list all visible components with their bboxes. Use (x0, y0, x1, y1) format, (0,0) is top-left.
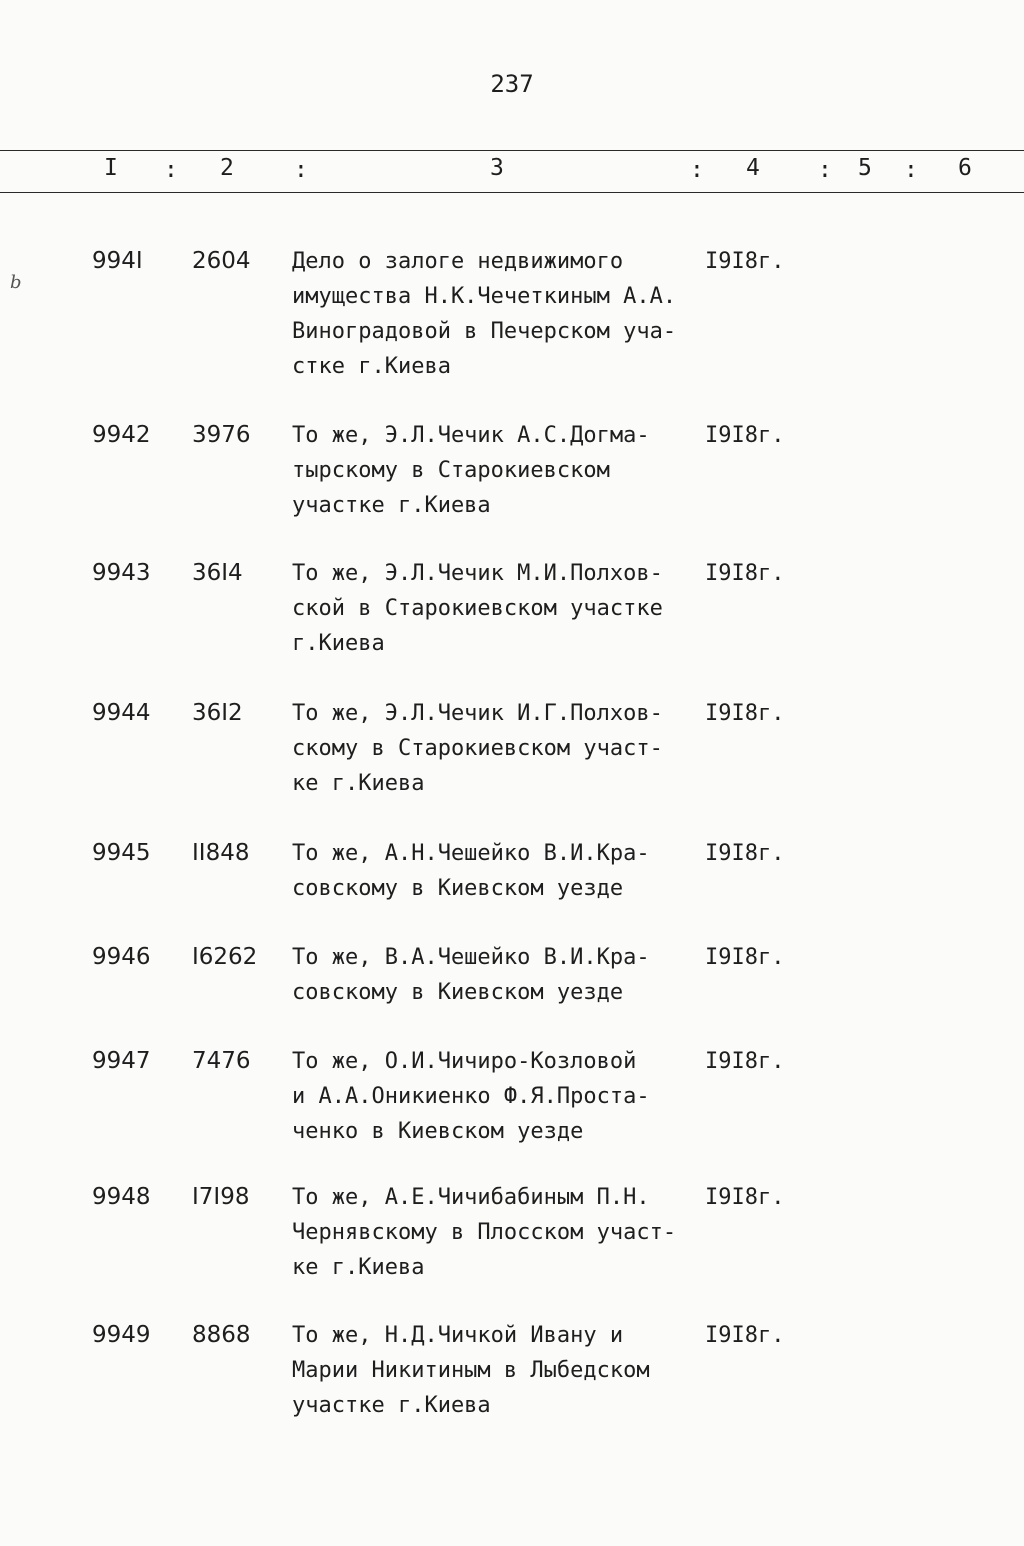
column-separator: : (690, 157, 704, 183)
entry-description-line: Чернявскому в Плосском участ- (292, 1220, 677, 1245)
entry-description-line: совскому в Киевском уезде (292, 980, 624, 1005)
entry-description-line: ской в Старокиевском участке (292, 596, 663, 621)
entry-description-line: участке г.Киева (292, 1393, 491, 1418)
entry-number: 994I (92, 248, 143, 274)
column-header-3: 3 (490, 155, 504, 181)
entry-number: 9943 (92, 560, 151, 586)
entry-code: 36I2 (192, 700, 243, 726)
entry-year: I9I8г. (705, 945, 785, 970)
entry-code: II848 (192, 840, 250, 866)
entry-code: 7476 (192, 1048, 251, 1074)
entry-code: 2604 (192, 248, 251, 274)
entry-code: 8868 (192, 1322, 251, 1348)
entry-year: I9I8г. (705, 423, 785, 448)
entry-description-line: стке г.Киева (292, 354, 451, 379)
column-header-6: 6 (958, 155, 972, 181)
entry-description (292, 244, 676, 384)
entry-description-line: г.Киева (292, 631, 385, 656)
entry-number: 9946 (92, 944, 151, 970)
column-header-4: 4 (746, 155, 760, 181)
entry-description-line: ке г.Киева (292, 771, 425, 796)
entry-description (292, 1318, 650, 1423)
entry-number: 9949 (92, 1322, 151, 1348)
entry-description (292, 1180, 676, 1285)
header-bottom-rule (0, 192, 1024, 193)
entry-year: I9I8г. (705, 841, 785, 866)
entry-description-line: Дело о залоге недвижимого (292, 249, 624, 274)
entry-description-line: То же, О.И.Чичиро-Козловой (292, 1049, 637, 1074)
column-header-2: 2 (220, 155, 234, 181)
entry-number: 9948 (92, 1184, 151, 1210)
margin-handwritten-mark: b (10, 272, 22, 293)
entry-description-line: имущества Н.К.Чечеткиным А.А. (292, 284, 677, 309)
entry-description-line: Марии Никитиным в Лыбедском (292, 1358, 650, 1383)
entry-description-line: То же, А.Е.Чичибабиным П.Н. (292, 1185, 650, 1210)
page-number: 237 (490, 70, 534, 98)
entry-description (292, 696, 663, 801)
entry-code: 3976 (192, 422, 251, 448)
column-separator: : (164, 157, 178, 183)
entry-description-line: То же, А.Н.Чешейко В.И.Кра- (292, 841, 650, 866)
entry-description (292, 418, 650, 523)
entry-number: 9942 (92, 422, 151, 448)
entry-description-line: и А.А.Оникиенко Ф.Я.Проста- (292, 1084, 650, 1109)
entry-description-line: участке г.Киева (292, 493, 491, 518)
entry-description (292, 836, 650, 906)
entry-description-line: То же, Э.Л.Чечик А.С.Догма- (292, 423, 650, 448)
entry-description-line: тырскому в Старокиевском (292, 458, 610, 483)
entry-year: I9I8г. (705, 561, 785, 586)
entry-description (292, 940, 650, 1010)
entry-description-line: То же, Э.Л.Чечик И.Г.Полхов- (292, 701, 663, 726)
entry-description-line: ченко в Киевском уезде (292, 1119, 584, 1144)
column-header-5: 5 (858, 155, 872, 181)
header-top-rule (0, 150, 1024, 151)
entry-number: 9944 (92, 700, 151, 726)
entry-year: I9I8г. (705, 701, 785, 726)
entry-description (292, 556, 663, 661)
entry-number: 9945 (92, 840, 151, 866)
entry-description-line: ке г.Киева (292, 1255, 425, 1280)
entry-code: I6262 (192, 944, 258, 970)
entry-year: I9I8г. (705, 1049, 785, 1074)
column-header-1: I (104, 155, 118, 181)
entry-year: I9I8г. (705, 1185, 785, 1210)
entry-description-line: скому в Старокиевском участ- (292, 736, 663, 761)
entry-description-line: То же, В.А.Чешейко В.И.Кра- (292, 945, 650, 970)
entry-code: 36I4 (192, 560, 243, 586)
entry-number: 9947 (92, 1048, 151, 1074)
entry-description-line: То же, Н.Д.Чичкой Ивану и (292, 1323, 624, 1348)
entry-description-line: совскому в Киевском уезде (292, 876, 624, 901)
column-separator: : (904, 157, 918, 183)
entry-code: I7I98 (192, 1184, 250, 1210)
entry-description-line: Виноградовой в Печерском уча- (292, 319, 677, 344)
entry-year: I9I8г. (705, 1323, 785, 1348)
column-separator: : (294, 157, 308, 183)
entry-description-line: То же, Э.Л.Чечик М.И.Полхов- (292, 561, 663, 586)
entry-year: I9I8г. (705, 249, 785, 274)
entry-description (292, 1044, 650, 1149)
column-separator: : (818, 157, 832, 183)
